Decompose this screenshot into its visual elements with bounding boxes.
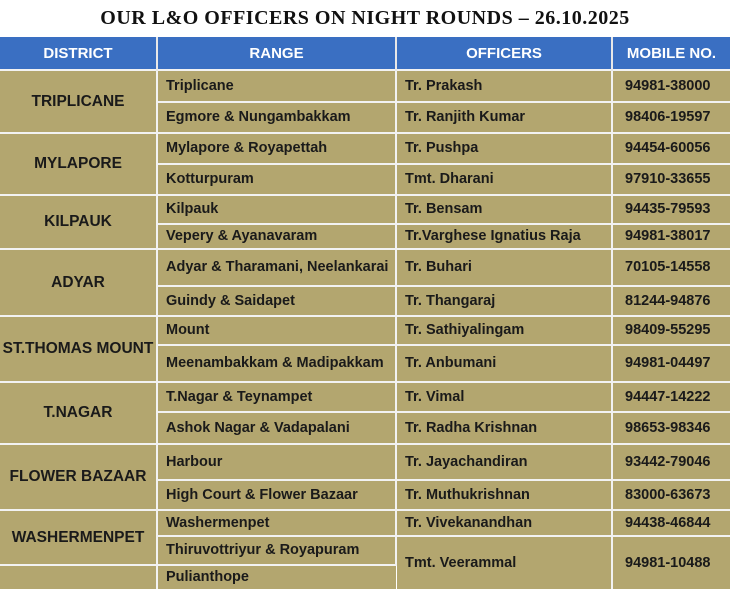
header-district: DISTRICT [0, 37, 157, 70]
range-cell: High Court & Flower Bazaar [157, 480, 396, 510]
officer-cell: Tr. Muthukrishnan [396, 480, 612, 510]
district-cell [0, 565, 157, 589]
mobile-cell: 94454-60056 [612, 133, 730, 164]
mobile-cell: 94447-14222 [612, 382, 730, 412]
header-row [0, 37, 730, 70]
range-cell: Egmore & Nungambakkam [157, 102, 396, 133]
range-cell: Washermenpet [157, 510, 396, 536]
table-row [0, 195, 730, 224]
table-row [0, 70, 730, 102]
officer-cell: Tr. Vimal [396, 382, 612, 412]
mobile-cell: 93442-79046 [612, 444, 730, 480]
district-cell: T.NAGAR [0, 382, 157, 444]
mobile-cell: 83000-63673 [612, 480, 730, 510]
header-officers: OFFICERS [396, 37, 612, 70]
range-cell: Vepery & Ayanavaram [157, 224, 396, 249]
officer-cell: Tr. Thangaraj [396, 286, 612, 316]
mobile-cell: 98409-55295 [612, 316, 730, 345]
mobile-cell: 94981-38000 [612, 70, 730, 102]
officers-table [0, 37, 730, 589]
range-cell: Mount [157, 316, 396, 345]
district-cell: FLOWER BAZAAR [0, 444, 157, 510]
mobile-cell: 94438-46844 [612, 510, 730, 536]
range-cell: Kilpauk [157, 195, 396, 224]
district-cell: ST.THOMAS MOUNT [0, 316, 157, 382]
mobile-cell: 94435-79593 [612, 195, 730, 224]
range-cell: Pulianthope [157, 565, 396, 589]
officer-cell: Tr. Vivekanandhan [396, 510, 612, 536]
district-cell: ADYAR [0, 249, 157, 316]
range-cell: Meenambakkam & Madipakkam [157, 345, 396, 382]
mobile-cell: 94981-38017 [612, 224, 730, 249]
range-cell: Thiruvottriyur & Royapuram [157, 536, 396, 565]
officer-cell: Tr. Sathiyalingam [396, 316, 612, 345]
mobile-cell: 81244-94876 [612, 286, 730, 316]
header-mobile: MOBILE NO. [612, 37, 730, 70]
officer-cell: Tr. Jayachandiran [396, 444, 612, 480]
officer-cell: Tmt. Dharani [396, 164, 612, 195]
header-range: RANGE [157, 37, 396, 70]
district-cell: TRIPLICANE [0, 70, 157, 133]
table-row [0, 444, 730, 480]
officer-cell: Tr. Bensam [396, 195, 612, 224]
mobile-cell: 94981-10488 [612, 536, 730, 589]
officer-cell: Tr. Ranjith Kumar [396, 102, 612, 133]
range-cell: Kotturpuram [157, 164, 396, 195]
mobile-cell: 70105-14558 [612, 249, 730, 286]
table-row [0, 316, 730, 345]
district-cell: WASHERMENPET [0, 510, 157, 565]
range-cell: Harbour [157, 444, 396, 480]
officer-cell: Tr. Radha Krishnan [396, 412, 612, 444]
table-row [0, 249, 730, 286]
range-cell: Guindy & Saidapet [157, 286, 396, 316]
range-cell: T.Nagar & Teynampet [157, 382, 396, 412]
officer-cell: Tmt. Veerammal [396, 536, 612, 589]
district-cell: KILPAUK [0, 195, 157, 249]
officer-cell: Tr.Varghese Ignatius Raja [396, 224, 612, 249]
range-cell: Adyar & Tharamani, Neelankarai [157, 249, 396, 286]
mobile-cell: 94981-04497 [612, 345, 730, 382]
range-cell: Triplicane [157, 70, 396, 102]
range-cell: Ashok Nagar & Vadapalani [157, 412, 396, 444]
page-title: OUR L&O OFFICERS ON NIGHT ROUNDS – 26.10.2025 [100, 7, 630, 29]
table-row [0, 133, 730, 164]
officer-cell: Tr. Anbumani [396, 345, 612, 382]
mobile-cell: 98406-19597 [612, 102, 730, 133]
mobile-cell: 97910-33655 [612, 164, 730, 195]
table-row [0, 382, 730, 412]
officer-cell: Tr. Pushpa [396, 133, 612, 164]
mobile-cell: 98653-98346 [612, 412, 730, 444]
officer-cell: Tr. Prakash [396, 70, 612, 102]
range-cell: Mylapore & Royapettah [157, 133, 396, 164]
table-row [0, 510, 730, 536]
district-cell: MYLAPORE [0, 133, 157, 195]
officer-cell: Tr. Buhari [396, 249, 612, 286]
